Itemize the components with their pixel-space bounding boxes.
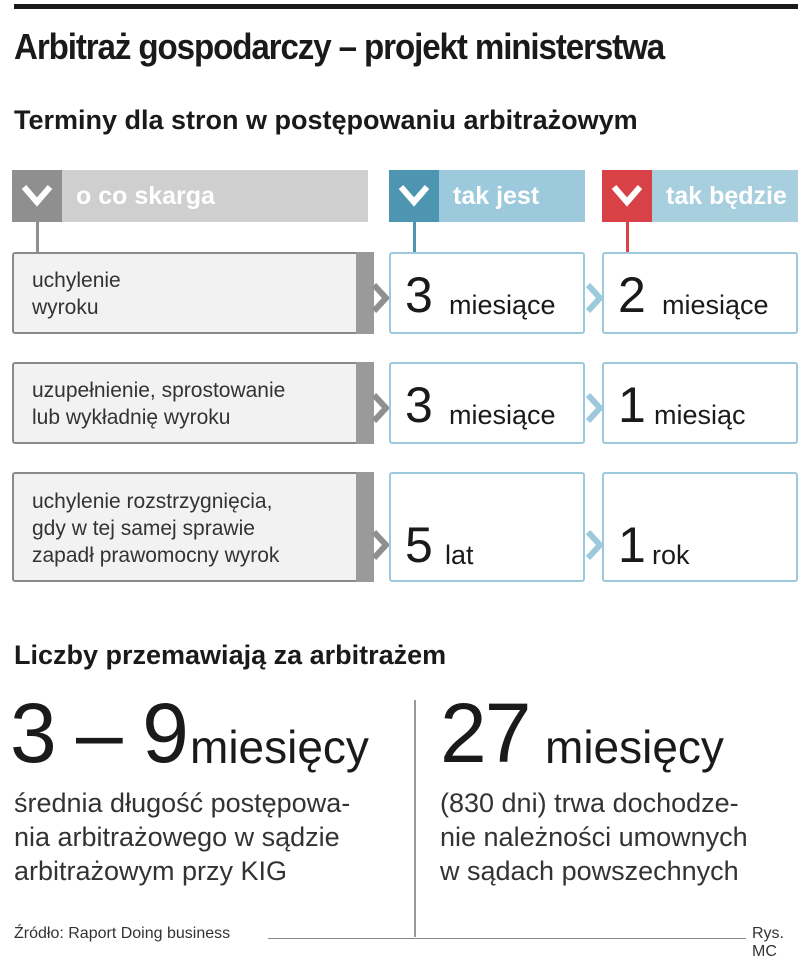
connector-line	[413, 222, 416, 252]
stat-unit: miesięcy	[545, 721, 724, 773]
chevron-down-icon	[12, 170, 62, 222]
current-value-cell	[389, 362, 585, 444]
current-number: 3	[405, 267, 433, 323]
column-header-current	[389, 170, 585, 222]
current-number: 3	[405, 377, 433, 433]
proposed-number: 1	[618, 377, 646, 433]
proposed-number: 2	[618, 267, 646, 323]
complaint-cell	[12, 362, 368, 444]
chevron-down-icon	[389, 170, 439, 222]
proposed-value-cell	[602, 362, 798, 444]
current-number: 5	[405, 517, 433, 573]
proposed-number: 1	[618, 517, 646, 573]
column-header-complaint	[12, 170, 368, 222]
current-unit: miesiące	[449, 400, 556, 430]
chevron-down-icon	[602, 170, 652, 222]
stat-description: (830 dni) trwa dochodze- nie należności umownych w sądach powszechnych	[440, 788, 748, 886]
divider	[414, 700, 416, 937]
source-rule	[268, 938, 746, 939]
complaint-text: uchylenie wyroku	[32, 269, 121, 319]
current-unit: miesiące	[449, 290, 556, 320]
current-value-cell	[389, 472, 585, 582]
section-title: Liczby przemawiają za arbitrażem	[14, 640, 447, 670]
column-label: tak będzie	[666, 182, 787, 210]
credit-note: Rys. MC	[752, 925, 784, 960]
current-value-cell	[389, 252, 585, 334]
complaint-text: uzupełnienie, sprostowanie lub wykładnię wyroku	[32, 379, 286, 429]
top-rule	[14, 4, 798, 9]
proposed-unit: rok	[652, 540, 690, 570]
complaint-cell	[12, 472, 368, 582]
source-note: Źródło: Raport Doing business	[14, 925, 231, 942]
stat-description: średnia długość postępowa- nia arbitrażowego w sądzie arbitrażowym przy KIG	[14, 788, 351, 886]
column-label: tak jest	[453, 182, 540, 210]
proposed-unit: miesiące	[662, 290, 769, 320]
row-tab	[356, 472, 374, 582]
page-title: Arbitraż gospodarczy – projekt ministerstwa	[14, 26, 665, 67]
complaint-cell	[12, 252, 368, 334]
stat-value: 27	[440, 686, 530, 780]
stat-unit: miesięcy	[190, 721, 369, 773]
complaint-text: uchylenie rozstrzygnięcia, gdy w tej samej sprawie zapadł prawomocny wyrok	[32, 490, 280, 567]
column-label: o co skarga	[76, 182, 215, 210]
column-header-proposed	[602, 170, 798, 222]
proposed-value-cell	[602, 252, 798, 334]
proposed-unit: miesiąc	[654, 400, 746, 430]
connector-line	[36, 222, 39, 252]
proposed-value-cell	[602, 472, 798, 582]
table-subtitle: Terminy dla stron w postępowaniu arbitrażowym	[14, 105, 638, 135]
stat-value: 3 – 9	[10, 686, 187, 780]
connector-line	[626, 222, 629, 252]
current-unit: lat	[445, 540, 474, 570]
